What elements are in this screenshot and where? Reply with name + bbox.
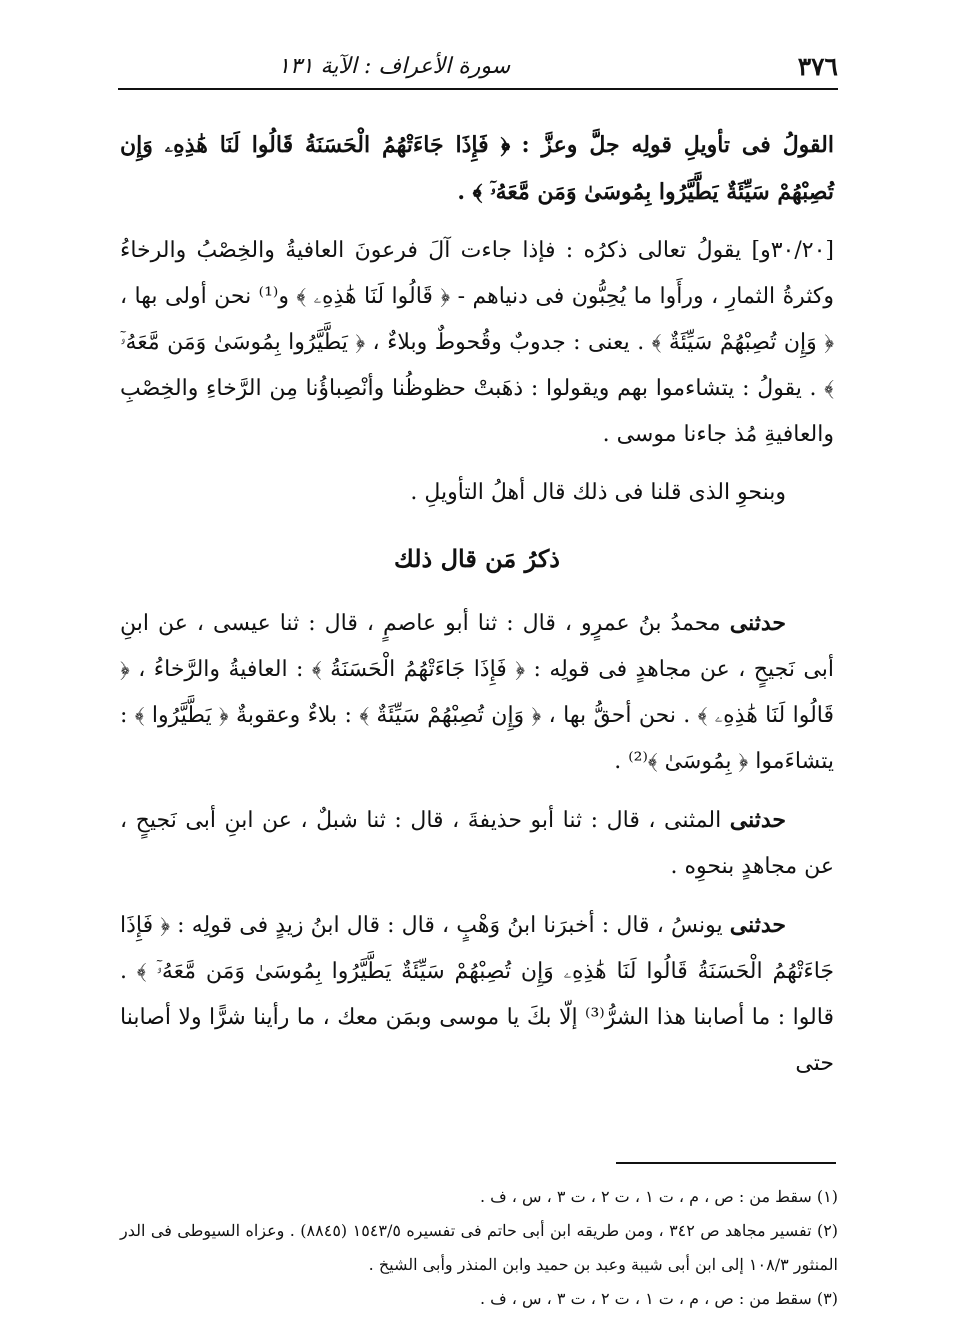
narration-lead: حدثنى	[729, 610, 786, 636]
footnote: (٢) تفسير مجاهد ص ٣٤٢ ، ومن طريقه ابن أبى حاتم فى تفسيره ١٥٤٣/٥ (٨٨٤٥) . وعزاه السيوطى فى الدر المنثور ١٠٨/٣ إلى ابن أبى شيبة وعبد بن حميد وابن المنذر وأبى الشيخ .	[120, 1221, 839, 1274]
footnote-separator	[616, 1162, 836, 1164]
narration-lead: حدثنى	[729, 807, 787, 833]
narration-paragraph	[120, 600, 834, 785]
narration-text: المثنى ، قال : ثنا أبو حذيفةَ ، قال : ثنا شبلٌ ، عن ابنِ أبى نَجيحٍ ، عن مجاهدٍ بنحوِه .	[120, 808, 834, 879]
paragraph-text: ﴿ فَإِذَا جَاءَتْهُمُ الْحَسَنَةُ قَالُوا لَنَا هَٰذِهِۦ وَإِن تُصِبْهُمْ سَيِّئَةٌ يَطَّيَّرُوا بِمُوسَىٰ وَمَن مَّعَهُۥٓ ﴾ .	[120, 132, 834, 205]
main-text	[120, 122, 834, 1099]
narration-paragraph	[120, 902, 834, 1087]
paragraph-text: [٣٠/٢٠و] يقولُ تعالى ذكرُه : فإذا جاءت آلَ فرعونَ العافيةُ والخِصْبُ والرخاءُ وكثرةُ الثمارِ ، ورأَوا ما يُحِبُّون فى دنياهم - ﴿ قَالُوا لَنَا هَٰذِهِۦ ﴾ و⁽¹⁾ نحن أولى بها ، ﴿ وَإِن تُصِبْهُمْ سَيِّئَةٌ ﴾ . يعنى : جدوبٌ وقُحوطٌ وبلاءٌ ، ﴿ يَطَّيَّرُوا بِمُوسَىٰ وَمَن مَّعَهُۥٓ ﴾ . يقولُ : يتشاءموا بهم ويقولوا : ذهَبتْ حظوظُنا وأنْصِباؤُنا مِن الرَّخاءِ والخِصْبِ والعافيةِ مُذ جاءنا موسى .	[120, 238, 834, 447]
section-heading: ذكرُ مَن قال ذلك	[394, 544, 560, 573]
paragraph-lead: القولُ فى تأويلِ قولِه جلَّ وعزَّ :	[521, 132, 834, 158]
running-header	[118, 44, 838, 90]
footnote: (٣) سقط من : ص ، م ، ت ١ ، ت ٢ ، ت ٣ ، س ، ف .	[479, 1289, 838, 1308]
narration-lead: حدثنى	[729, 912, 786, 938]
surah-title: سورة الأعراف : الآية ١٣١	[278, 53, 511, 79]
paragraph-text: وبنحوِ الذى قلنا فى ذلك قال أهلُ التأويلِ .	[410, 480, 786, 505]
page-number: ٣٧٦	[797, 51, 838, 81]
commentary-paragraph	[120, 122, 834, 216]
commentary-paragraph	[120, 228, 834, 458]
commentary-paragraph	[120, 470, 834, 516]
narration-paragraph	[120, 797, 834, 890]
narration-text: يونسُ ، قال : أخبرَنا ابنُ وَهْبٍ ، قال : قال ابنُ زيدٍ فى قولِه : ﴿ فَإِذَا جَاءَتْهُمُ الْحَسَنَةُ قَالُوا لَنَا هَٰذِهِۦ وَإِن تُصِبْهُمْ سَيِّئَةٌ يَطَّيَّرُوا بِمُوسَىٰ وَمَن مَّعَهُۥٓ ﴾ . قالوا : ما أصابنا هذا الشرُّ⁽³⁾ إلّا بكَ يا موسى وبمَن معك ، ما رأينا شرًّا ولا أصابنا حتى	[120, 913, 834, 1076]
footnotes	[120, 1180, 838, 1316]
narration-text: محمدُ بنُ عمرٍو ، قال : ثنا أبو عاصمٍ ، قال : ثنا عيسى ، عن ابنِ أبى نَجيحٍ ، عن مجاهدٍ فى قولِه : ﴿ فَإِذَا جَاءَتْهُمُ الْحَسَنَةُ ﴾ : العافيةُ والرَّخاءُ ، ﴿ قَالُوا لَنَا هَٰذِهِۦ ﴾ . نحن أحقُّ بها ، ﴿ وَإِن تُصِبْهُمْ سَيِّئَةٌ ﴾ : بلاءٌ وعقوبةٌ ﴿ يَطَّيَّرُوا ﴾ : يتشاءَموا ﴿ بِمُوسَىٰ ﴾⁽²⁾ .	[120, 611, 834, 774]
footnote: (١) سقط من : ص ، م ، ت ١ ، ت ٢ ، ت ٣ ، س ، ف .	[479, 1187, 838, 1206]
